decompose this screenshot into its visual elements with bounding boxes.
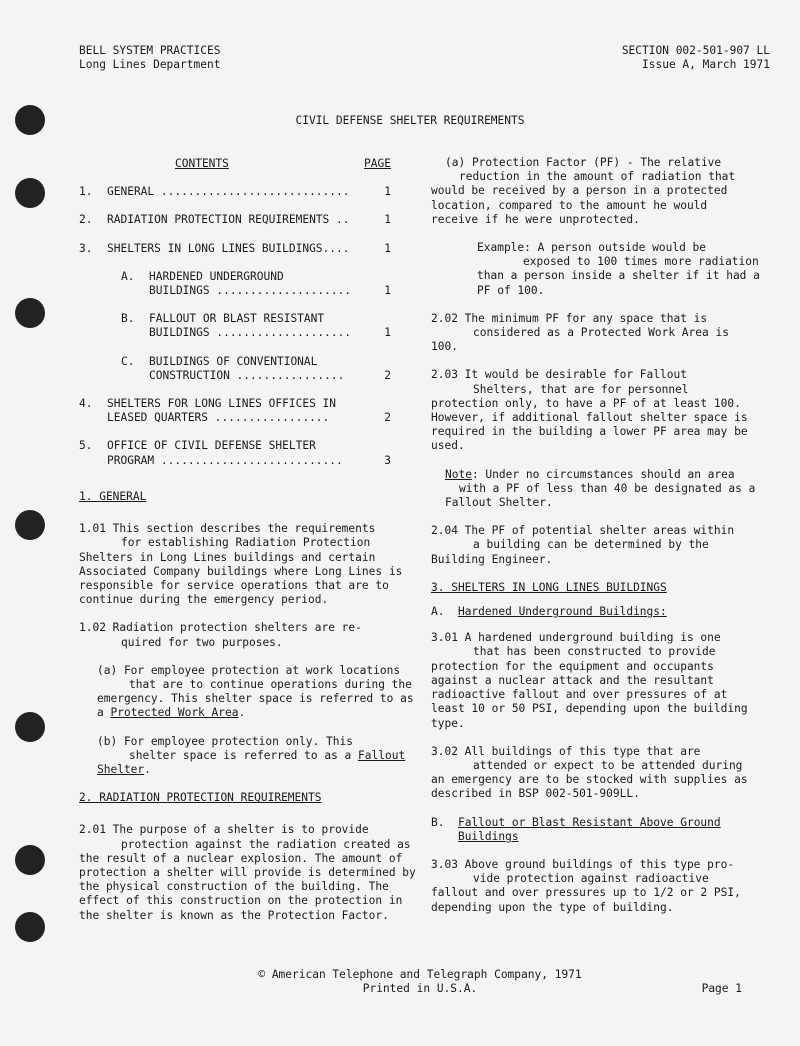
toc-entry-label-cont: CONSTRUCTION ................ xyxy=(149,368,345,382)
toc-entry-page: 1 xyxy=(384,284,391,298)
header-department: Long Lines Department xyxy=(79,58,221,72)
toc-entry-page: 3 xyxy=(384,453,391,467)
section-number: SECTION 002-501-907 LL xyxy=(621,44,770,57)
header-title: BELL SYSTEM PRACTICES xyxy=(79,44,221,57)
toc-entry-page: 1 xyxy=(384,213,391,227)
paragraph-first-line: 1.01 This section describes the requirements xyxy=(79,522,376,536)
toc-entry-label-cont: PROGRAM ........................... xyxy=(107,453,343,467)
paragraph-body: that are to continue operations during the emergency. This shelter space is referred to as a xyxy=(97,678,414,720)
toc-entry-number: C. xyxy=(121,354,135,368)
paragraph-body: considered as a Protected Work Area is 100. xyxy=(431,326,729,354)
toc-entry xyxy=(79,270,391,298)
toc-entry-page: 2 xyxy=(384,411,391,425)
paragraph-3-01 xyxy=(431,631,761,730)
note-label: Note xyxy=(445,467,472,481)
toc-page-heading: PAGE xyxy=(364,157,391,170)
binder-hole xyxy=(15,912,45,942)
toc-entry xyxy=(79,312,391,340)
subsection-b-title: Fallout or Blast Resistant Above Ground Buildings xyxy=(457,815,721,843)
paragraph-2-03 xyxy=(431,368,761,453)
toc-heading: CONTENTS xyxy=(175,157,229,170)
paragraph-1-01 xyxy=(79,522,419,607)
paragraph-first-line: 3.03 Above ground buildings of this type pro- xyxy=(431,857,735,871)
paragraph-first-line: (a) Protection Factor (PF) - The relative xyxy=(445,156,722,169)
paragraph-1-02-b: (b) For employee protection only. This shelter space is referred to as a Fallout Shelter. xyxy=(79,735,419,778)
toc-entry-page: 2 xyxy=(384,368,391,382)
toc-entry-label: GENERAL ............................ xyxy=(107,185,350,199)
binder-hole xyxy=(15,712,45,742)
toc-entry-label-cont: BUILDINGS .................... xyxy=(149,326,352,340)
toc-entry-number: 1. xyxy=(79,185,93,199)
paragraph-body: a building can be determined by the Building Engineer. xyxy=(431,538,709,566)
toc-entry-label: OFFICE OF CIVIL DEFENSE SHELTER xyxy=(107,439,316,453)
toc-entry-page: 1 xyxy=(384,326,391,340)
paragraph-body: protection against the radiation created as the result of a nuclear explosion. The amount of protection a shelter will provide is determined by the physical construction of the building. The effect of this construction on the protection in the shelter is known as the Protection Factor. xyxy=(79,837,416,922)
paragraph-body: quired for two purposes. xyxy=(121,635,283,649)
toc-header xyxy=(79,157,391,171)
toc-entry-label: FALLOUT OR BLAST RESISTANT xyxy=(149,312,325,326)
paragraph-3-03 xyxy=(431,858,761,915)
paragraph-body: attended or expect to be attended during an emergency are to be stocked with supplies as described in BSP 002-501-909LL. xyxy=(431,758,748,801)
header-left xyxy=(79,44,220,72)
toc-entry-label: SHELTERS FOR LONG LINES OFFICES IN xyxy=(107,397,337,411)
toc-entry-page: 1 xyxy=(384,241,391,255)
document-title: CIVIL DEFENSE SHELTER REQUIREMENTS xyxy=(295,114,525,127)
toc-entry xyxy=(79,355,391,383)
issue-date: Issue A, March 1971 xyxy=(642,58,770,72)
term-protected-work-area: Protected Work Area xyxy=(110,706,239,720)
right-column xyxy=(431,156,761,929)
copyright-line: © American Telephone and Telegraph Company, 1971 xyxy=(258,968,582,981)
paragraph-first-line: 2.01 The purpose of a shelter is to provide xyxy=(79,823,369,837)
paragraph-body: shelter space is referred to as a xyxy=(129,748,352,762)
toc-entry xyxy=(79,185,391,199)
paragraph-first-line: 2.02 The minimum PF for any space that is xyxy=(431,311,708,325)
paragraph-protection-factor xyxy=(431,156,761,227)
paragraph-3-02 xyxy=(431,745,761,802)
paragraph-first-line: (a) For employee protection at work locations xyxy=(97,663,401,677)
example-first-line: Example: A person outside would be xyxy=(477,241,707,255)
printed-line: Printed in U.S.A. xyxy=(362,982,478,996)
section-heading-shelters: 3. SHELTERS IN LONG LINES BUILDINGS xyxy=(431,580,667,594)
toc-entry-number: 3. xyxy=(79,241,93,255)
section-heading-radiation: 2. RADIATION PROTECTION REQUIREMENTS xyxy=(79,791,322,805)
note-first-line: : Under no circumstances should an area xyxy=(471,467,735,481)
paragraph-body: reduction in the amount of radiation that would be received by a person in a protected location, compared to the amount he would receive if he were unprotected. xyxy=(431,170,736,226)
paragraph-first-line: 2.04 The PF of potential shelter areas within xyxy=(431,524,735,538)
toc-entry-page: 1 xyxy=(384,185,391,199)
paragraph-body: Shelters, that are for personnel protection only, to have a PF of at least 100. However, if additional fallout shelter space is required in the building a lower PF area may be used. xyxy=(431,382,748,453)
subsection-a-prefix: A. xyxy=(431,605,458,619)
binder-hole xyxy=(15,510,45,540)
header-right xyxy=(622,44,770,72)
toc-entry xyxy=(79,213,391,227)
toc-entry-label-cont: LEASED QUARTERS ................. xyxy=(107,411,330,425)
toc-entry xyxy=(79,439,391,467)
note-paragraph xyxy=(431,468,761,511)
subsection-a-title: Hardened Underground Buildings: xyxy=(457,605,667,619)
toc-entry-label: BUILDINGS OF CONVENTIONAL xyxy=(149,354,318,368)
toc-entry-number: 4. xyxy=(79,397,93,411)
binder-hole xyxy=(15,298,45,328)
paragraph-1-02-a: (a) For employee protection at work locations that are to continue operations during the emergency. This shelter space is referred to as a Protected Work Area. xyxy=(79,664,419,721)
toc-entry-number: 2. xyxy=(79,213,93,227)
toc-entry-number: A. xyxy=(121,269,135,283)
paragraph-first-line: (b) For employee protection only. This xyxy=(97,734,353,748)
paragraph-first-line: 3.01 A hardened underground building is one xyxy=(431,631,721,645)
note-body: with a PF of less than 40 be designated as a Fallout Shelter. xyxy=(445,481,756,510)
subsection-b-prefix: B. xyxy=(431,815,458,829)
paragraph-body: vide protection against radioactive fallout and over pressures up to 1/2 or 2 PSI, depending upon the type of building. xyxy=(431,872,741,914)
toc-entry-label-cont: BUILDINGS .................... xyxy=(149,284,352,298)
subsection-a-heading xyxy=(431,605,761,619)
table-of-contents xyxy=(79,157,391,482)
toc-entry-number: B. xyxy=(121,312,135,326)
paragraph-first-line: 3.02 All buildings of this type that are xyxy=(431,744,701,758)
paragraph-body: that has been constructed to provide protection for the equipment and occupants against a nuclear attack and the resultant radioactive fallout and over pressures of at least 10 or 50 PSI, depending upon the building type. xyxy=(431,645,748,730)
section-heading-general: 1. GENERAL xyxy=(79,490,147,503)
footer-copyright xyxy=(0,968,800,996)
toc-entry xyxy=(79,397,391,425)
binder-hole xyxy=(15,845,45,875)
paragraph-body: for establishing Radiation Protection Shelters in Long Lines buildings and certain Associated Company buildings where Long Lines is responsible for service operations that are to continue during the emergency period. xyxy=(79,536,403,607)
toc-entry-label: HARDENED UNDERGROUND xyxy=(149,269,284,283)
term-fallout-shelter: Fallout Shelter xyxy=(97,748,406,777)
paragraph-first-line: 1.02 Radiation protection shelters are re- xyxy=(79,621,362,635)
subsection-b-heading xyxy=(431,816,761,844)
example-paragraph xyxy=(431,241,761,298)
paragraph-2-04 xyxy=(431,524,761,567)
page-number: Page 1 xyxy=(701,982,742,995)
paragraph-first-line: 2.03 It would be desirable for Fallout xyxy=(431,368,687,382)
toc-entry-label: SHELTERS IN LONG LINES BUILDINGS.... xyxy=(107,241,350,255)
paragraph-2-01 xyxy=(79,823,419,922)
paragraph-1-02 xyxy=(79,621,419,649)
toc-entry-label: RADIATION PROTECTION REQUIREMENTS .. xyxy=(107,213,350,227)
example-body: exposed to 100 times more radiation than a person inside a shelter if it had a PF of 100. xyxy=(477,255,760,297)
paragraph-2-02 xyxy=(431,312,761,355)
left-column xyxy=(79,490,419,937)
binder-hole xyxy=(15,178,45,208)
toc-entry-number: 5. xyxy=(79,439,93,453)
toc-entry xyxy=(79,242,391,256)
